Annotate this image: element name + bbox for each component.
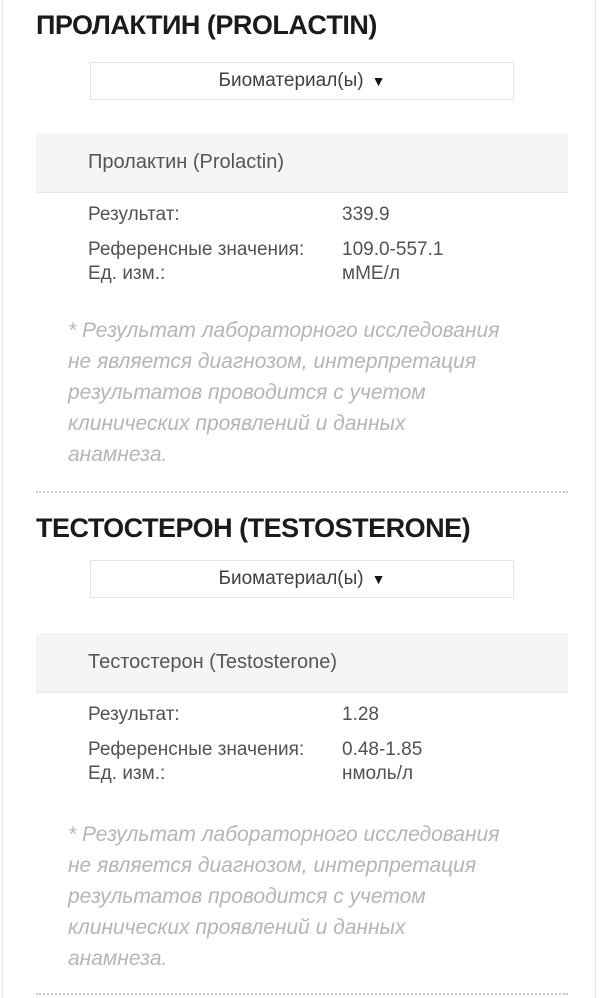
result-row-value: мМЕ/л [342,263,400,284]
disclaimer-line: * Результат лабораторного исследования [68,823,500,846]
result-row-label: Ед. изм.: [88,763,166,784]
result-row-label: Результат: [88,204,180,225]
table-row [88,738,568,762]
result-card-title: Тестостерон (Testosterone) [88,651,338,673]
disclaimer-line: клинических проявлений и данных [68,916,406,939]
disclaimer-line: клинических проявлений и данных [68,412,406,435]
section-testosterone [36,493,568,995]
result-card-header [36,633,568,693]
result-card-title: Пролактин (Prolactin) [88,151,285,173]
disclaimer-line: не является диагнозом, интерпретация [68,854,477,877]
chevron-down-icon: ▼ [371,571,386,587]
disclaimer-line: результатов проводится с учетом [68,885,426,908]
page-title: ПРОЛАКТИН (PROLACTIN) [36,10,377,40]
result-row-label: Референсные значения: [88,739,305,760]
result-rows [36,693,568,786]
result-card [36,133,568,286]
result-row-value: 339.9 [342,204,390,225]
result-row-value: 1.28 [342,704,379,725]
disclaimer-line: анамнеза. [68,947,168,970]
biomaterial-dropdown-label: Биоматериал(ы) [218,568,364,589]
page-edge-line-right [595,0,596,998]
biomaterial-dropdown[interactable] [90,62,514,100]
table-row [88,238,568,262]
result-rows [36,193,568,286]
dotted-divider [36,993,568,995]
biomaterial-dropdown[interactable] [90,560,514,598]
page-edge-line-left [2,0,3,998]
table-row [88,762,568,786]
section-prolactin [36,0,568,493]
disclaimer-line: * Результат лабораторного исследования [68,319,500,342]
disclaimer-line: не является диагнозом, интерпретация [68,350,477,373]
chevron-down-icon: ▼ [371,73,386,89]
table-row [88,203,568,227]
result-card-header [36,133,568,193]
result-row-label: Результат: [88,704,180,725]
result-row-value: 109.0-557.1 [342,239,444,260]
table-row [88,703,568,727]
disclaimer-line: результатов проводится с учетом [68,381,426,404]
result-row-value: 0.48-1.85 [342,739,423,760]
disclaimer-note [68,315,568,470]
result-card [36,633,568,786]
result-row-label: Референсные значения: [88,239,305,260]
result-row-label: Ед. изм.: [88,263,166,284]
disclaimer-line: анамнеза. [68,443,168,466]
disclaimer-note [68,819,568,974]
section-title: ТЕСТОСТЕРОН (TESTOSTERONE) [36,513,471,543]
result-row-value: нмоль/л [342,763,414,784]
biomaterial-dropdown-label: Биоматериал(ы) [218,70,364,91]
table-row [88,262,568,286]
